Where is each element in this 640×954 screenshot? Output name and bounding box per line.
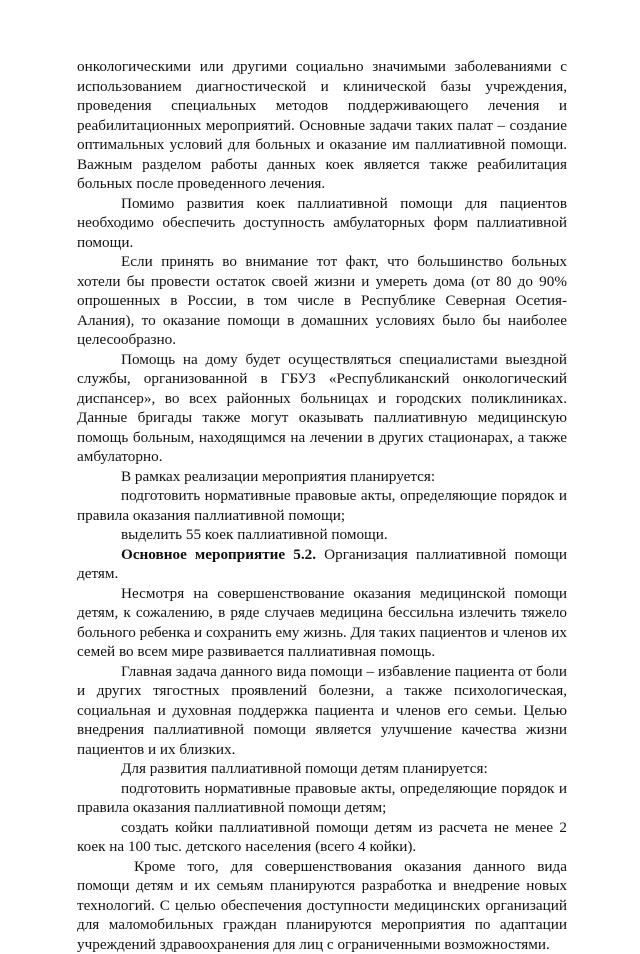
paragraph-continuation: онкологическими или другими социально значимыми заболеваниями с использованием диагностической и клинической базы учреждения, проведения специальных методов поддерживающего лечения и реабилитационных мероприятий. Основные задачи таких палат – создание оптимальных условий для больных и оказание им паллиативной помощи. Важным разделом работы данных коек является также реабилитация больных после проведенного лечения.	[77, 57, 567, 194]
paragraph-children-planned-beds: создать койки паллиативной помощи детям из расчета не менее 2 коек на 100 тыс. детского населения (всего 4 койки).	[77, 818, 567, 857]
measure-title: Основное мероприятие 5.2.	[121, 546, 316, 563]
paragraph-children-intro: Несмотря на совершенствование оказания медицинской помощи детям, к сожалению, в ряде случаев медицина бессильна излечить тяжело больного ребенка и сохранить ему жизнь. Для таких пациентов и членов их семей во всем мире развивается паллиативная помощь.	[77, 584, 567, 662]
measure-description: Организация паллиативной помощи детям.	[77, 546, 567, 583]
paragraph-children-planned-intro: Для развития паллиативной помощи детям планируется:	[77, 759, 567, 779]
paragraph-home-care-service: Помощь на дому будет осуществляться специалистами выездной службы, организованной в ГБУЗ «Республиканский онкологический диспансер», во всех районных больницах и городских поликлиниках. Данные бригады также могут оказывать паллиативную медицинскую помощь больным, находящимся на лечении в других стационарах, а также амбулаторно.	[77, 350, 567, 467]
paragraph-planned-acts: подготовить нормативные правовые акты, определяющие порядок и правила оказания паллиативной помощи;	[77, 486, 567, 525]
paragraph-measure-heading	[77, 545, 567, 584]
paragraph-planned-beds: выделить 55 коек паллиативной помощи.	[77, 525, 567, 545]
paragraph-ambulatory-care: Помимо развития коек паллиативной помощи для пациентов необходимо обеспечить доступность амбулаторных форм паллиативной помощи.	[77, 194, 567, 253]
paragraph-technologies: Кроме того, для совершенствования оказания данного вида помощи детям и их семьям планируются разработка и внедрение новых технологий. С целью обеспечения доступности медицинских организаций для маломобильных граждан планируются мероприятия по адаптации учреждений здравоохранения для лиц с ограниченными возможностями.	[77, 857, 567, 954]
paragraph-main-task: Главная задача данного вида помощи – избавление пациента от боли и других тягостных проявлений болезни, а также психологическая, социальная и духовная поддержка пациента и членов его семьи. Целью внедрения паллиативной помощи является улучшение качества жизни пациентов и их близких.	[77, 662, 567, 760]
paragraph-planned-intro: В рамках реализации мероприятия планируется:	[77, 467, 567, 487]
paragraph-home-care-fact: Если принять во внимание тот факт, что большинство больных хотели бы провести остаток своей жизни и умереть дома (от 80 до 90% опрошенных в России, в том числе в Республике Северная Осетия-Алания), то оказание помощи в домашних условиях было бы наиболее целесообразно.	[77, 252, 567, 350]
document-page	[77, 57, 567, 954]
paragraph-children-planned-acts: подготовить нормативные правовые акты, определяющие порядок и правила оказания паллиативной помощи детям;	[77, 779, 567, 818]
